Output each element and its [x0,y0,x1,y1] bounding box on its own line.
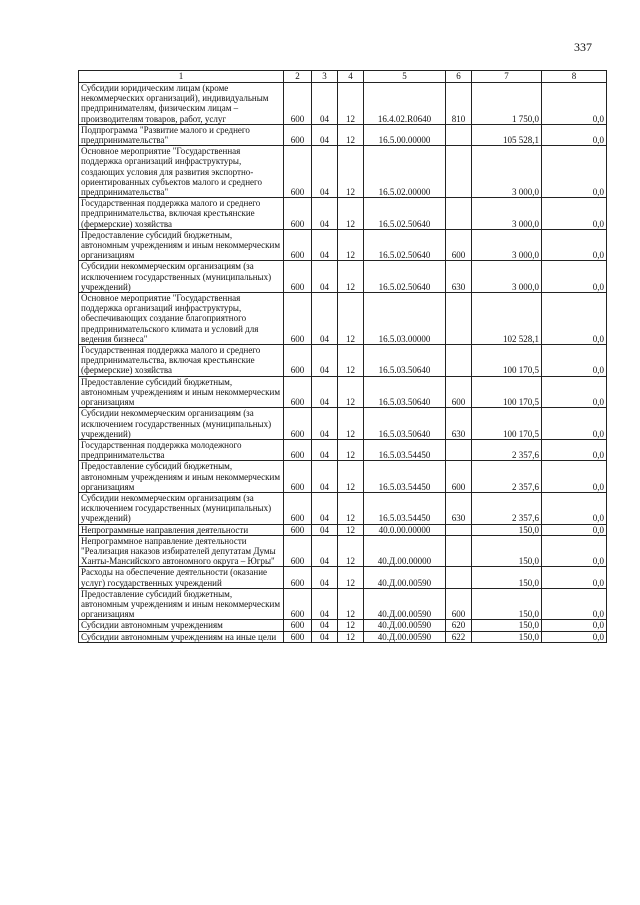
table-row [79,631,607,642]
row-c3-cell: 04 [312,376,338,408]
row-c5-cell: 16.5.03.50640 [364,345,446,377]
row-name-cell: Предоставление субсидий бюджетным, автономным учреждениям и иным некоммерческим организациям [79,588,284,620]
column-header: 3 [312,71,338,83]
row-c6-cell: 620 [446,620,472,631]
row-c8-cell: 0,0 [542,345,607,377]
row-c8-cell: 0,0 [542,461,607,493]
row-name-cell: Расходы на обеспечение деятельности (оказание услуг) государственных учреждений [79,567,284,588]
table-row [79,229,607,261]
row-c4-cell: 12 [338,535,364,567]
row-c8-cell: 0,0 [542,492,607,524]
table-row [79,261,607,293]
row-c6-cell [446,198,472,230]
row-c6-cell [446,146,472,198]
table-row [79,408,607,440]
row-c4-cell: 12 [338,631,364,642]
row-name-cell: Субсидии юридическим лицам (кроме некоммерческих организаций), индивидуальным предпринимателям, физическим лицам – производителям товаров, работ, услуг [79,83,284,125]
row-c5-cell: 40.Д.00.00000 [364,535,446,567]
row-c6-cell: 600 [446,229,472,261]
row-c5-cell: 40.0.00.00000 [364,524,446,535]
column-header: 4 [338,71,364,83]
row-c4-cell: 12 [338,261,364,293]
row-c5-cell: 16.5.03.54450 [364,492,446,524]
row-c8-cell: 0,0 [542,620,607,631]
column-header: 1 [79,71,284,83]
row-c3-cell: 04 [312,146,338,198]
row-c2-cell: 600 [284,229,312,261]
row-c4-cell: 12 [338,376,364,408]
row-c4-cell: 12 [338,620,364,631]
row-c2-cell: 600 [284,588,312,620]
row-name-cell: Предоставление субсидий бюджетным, автономным учреждениям и иным некоммерческим организациям [79,461,284,493]
row-c4-cell: 12 [338,198,364,230]
row-c5-cell: 40.Д.00.00590 [364,620,446,631]
row-c8-cell: 0,0 [542,146,607,198]
table-row [79,376,607,408]
row-c2-cell: 600 [284,535,312,567]
row-c8-cell: 0,0 [542,229,607,261]
row-c8-cell: 0,0 [542,293,607,345]
row-c3-cell: 04 [312,492,338,524]
row-c6-cell: 600 [446,376,472,408]
row-c7-cell: 150,0 [472,588,542,620]
row-c5-cell: 16.5.02.00000 [364,146,446,198]
row-c8-cell: 0,0 [542,124,607,145]
row-c6-cell: 630 [446,492,472,524]
row-c6-cell [446,524,472,535]
table-row [79,461,607,493]
table-row [79,524,607,535]
row-c2-cell: 600 [284,345,312,377]
row-name-cell: Субсидии некоммерческим организациям (за исключением государственных (муниципальных) учреждений) [79,261,284,293]
row-c6-cell: 630 [446,408,472,440]
row-c8-cell: 0,0 [542,567,607,588]
row-c7-cell: 100 170,5 [472,376,542,408]
column-header: 2 [284,71,312,83]
row-name-cell: Предоставление субсидий бюджетным, автономным учреждениям и иным некоммерческим организациям [79,376,284,408]
row-c7-cell: 2 357,6 [472,439,542,460]
row-c5-cell: 16.4.02.R0640 [364,83,446,125]
row-c5-cell: 16.5.03.00000 [364,293,446,345]
row-c4-cell: 12 [338,492,364,524]
row-c2-cell: 600 [284,376,312,408]
row-c4-cell: 12 [338,567,364,588]
row-c5-cell: 40.Д.00.00590 [364,567,446,588]
row-c5-cell: 40.Д.00.00590 [364,631,446,642]
row-c2-cell: 600 [284,293,312,345]
table-row [79,146,607,198]
column-header: 5 [364,71,446,83]
row-c8-cell: 0,0 [542,439,607,460]
row-c6-cell [446,535,472,567]
row-name-cell: Подпрограмма "Развитие малого и среднего предпринимательства" [79,124,284,145]
row-c5-cell: 16.5.00.00000 [364,124,446,145]
budget-table [78,70,607,643]
row-c3-cell: 04 [312,124,338,145]
row-c5-cell: 16.5.03.50640 [364,376,446,408]
table-row [79,535,607,567]
table-row [79,492,607,524]
row-c2-cell: 600 [284,83,312,125]
row-c2-cell: 600 [284,461,312,493]
row-name-cell: Субсидии автономным учреждениям на иные цели [79,631,284,642]
row-c7-cell: 3 000,0 [472,229,542,261]
column-header: 7 [472,71,542,83]
row-name-cell: Основное мероприятие "Государственная поддержка организаций инфраструктуры, обеспечивающих создание благоприятного предпринимательского климата и условий для ведения бизнеса" [79,293,284,345]
row-c4-cell: 12 [338,146,364,198]
row-c6-cell [446,293,472,345]
row-c5-cell: 16.5.02.50640 [364,198,446,230]
column-header: 6 [446,71,472,83]
row-name-cell: Предоставление субсидий бюджетным, автономным учреждениям и иным некоммерческим организациям [79,229,284,261]
row-c6-cell [446,439,472,460]
table-row [79,124,607,145]
row-c3-cell: 04 [312,83,338,125]
row-c8-cell: 0,0 [542,408,607,440]
row-c7-cell: 2 357,6 [472,461,542,493]
row-name-cell: Субсидии автономным учреждениям [79,620,284,631]
table-row [79,345,607,377]
row-c2-cell: 600 [284,567,312,588]
table-row [79,293,607,345]
row-c4-cell: 12 [338,408,364,440]
table-row [79,198,607,230]
row-name-cell: Государственная поддержка малого и среднего предпринимательства, включая крестьянские (фермерские) хозяйства [79,198,284,230]
row-c3-cell: 04 [312,293,338,345]
row-c3-cell: 04 [312,198,338,230]
header-row [79,71,607,83]
row-c8-cell: 0,0 [542,631,607,642]
row-name-cell: Государственная поддержка молодежного предпринимательства [79,439,284,460]
row-c7-cell: 3 000,0 [472,146,542,198]
row-c6-cell: 600 [446,588,472,620]
row-c6-cell [446,124,472,145]
row-c5-cell: 16.5.02.50640 [364,229,446,261]
row-c7-cell: 150,0 [472,631,542,642]
row-c3-cell: 04 [312,408,338,440]
row-c2-cell: 600 [284,408,312,440]
row-c7-cell: 3 000,0 [472,198,542,230]
row-c4-cell: 12 [338,229,364,261]
row-c2-cell: 600 [284,146,312,198]
row-name-cell: Субсидии некоммерческим организациям (за исключением государственных (муниципальных) учреждений) [79,408,284,440]
row-c3-cell: 04 [312,261,338,293]
row-c8-cell: 0,0 [542,261,607,293]
row-name-cell: Основное мероприятие "Государственная поддержка организаций инфраструктуры, создающих условия для развития экспортно-ориентированных субъектов малого и среднего предпринимательства" [79,146,284,198]
table-row [79,620,607,631]
row-c3-cell: 04 [312,461,338,493]
table-row [79,439,607,460]
row-c4-cell: 12 [338,124,364,145]
row-c6-cell: 600 [446,461,472,493]
row-c5-cell: 16.5.03.50640 [364,408,446,440]
row-c7-cell: 100 170,5 [472,408,542,440]
row-c5-cell: 16.5.03.54450 [364,439,446,460]
row-c2-cell: 600 [284,524,312,535]
row-c3-cell: 04 [312,631,338,642]
row-c4-cell: 12 [338,524,364,535]
row-c2-cell: 600 [284,492,312,524]
table-body [79,83,607,643]
row-name-cell: Непрограммное направление деятельности "Реализация наказов избирателей депутатам Думы Ханты-Мансийского автономного округа – Югры" [79,535,284,567]
row-c2-cell: 600 [284,124,312,145]
row-c5-cell: 16.5.02.50640 [364,261,446,293]
row-c3-cell: 04 [312,439,338,460]
row-c3-cell: 04 [312,229,338,261]
row-c7-cell: 105 528,1 [472,124,542,145]
row-c6-cell [446,345,472,377]
row-c8-cell: 0,0 [542,535,607,567]
row-c3-cell: 04 [312,345,338,377]
row-c7-cell: 2 357,6 [472,492,542,524]
row-name-cell: Государственная поддержка малого и среднего предпринимательства, включая крестьянские (фермерские) хозяйства [79,345,284,377]
table-row [79,588,607,620]
row-c4-cell: 12 [338,439,364,460]
row-c6-cell: 622 [446,631,472,642]
row-c4-cell: 12 [338,588,364,620]
row-c7-cell: 150,0 [472,567,542,588]
row-c4-cell: 12 [338,345,364,377]
row-c5-cell: 40.Д.00.00590 [364,588,446,620]
row-c6-cell: 810 [446,83,472,125]
row-c7-cell: 150,0 [472,620,542,631]
row-c3-cell: 04 [312,535,338,567]
row-c2-cell: 600 [284,631,312,642]
row-c2-cell: 600 [284,198,312,230]
row-c3-cell: 04 [312,588,338,620]
row-name-cell: Субсидии некоммерческим организациям (за исключением государственных (муниципальных) учреждений) [79,492,284,524]
row-c8-cell: 0,0 [542,588,607,620]
row-c4-cell: 12 [338,461,364,493]
row-c8-cell: 0,0 [542,376,607,408]
row-c2-cell: 600 [284,620,312,631]
row-c2-cell: 600 [284,261,312,293]
row-c5-cell: 16.5.03.54450 [364,461,446,493]
row-c7-cell: 150,0 [472,524,542,535]
row-c7-cell: 100 170,5 [472,345,542,377]
row-c7-cell: 102 528,1 [472,293,542,345]
page-number: 337 [574,40,592,54]
table-row [79,83,607,125]
row-c8-cell: 0,0 [542,198,607,230]
row-c3-cell: 04 [312,524,338,535]
row-name-cell: Непрограммные направления деятельности [79,524,284,535]
row-c3-cell: 04 [312,620,338,631]
row-c7-cell: 150,0 [472,535,542,567]
row-c4-cell: 12 [338,293,364,345]
row-c7-cell: 3 000,0 [472,261,542,293]
row-c7-cell: 1 750,0 [472,83,542,125]
row-c4-cell: 12 [338,83,364,125]
row-c6-cell: 630 [446,261,472,293]
table-row [79,567,607,588]
row-c6-cell [446,567,472,588]
row-c3-cell: 04 [312,567,338,588]
row-c8-cell: 0,0 [542,524,607,535]
column-header: 8 [542,71,607,83]
row-c8-cell: 0,0 [542,83,607,125]
row-c2-cell: 600 [284,439,312,460]
